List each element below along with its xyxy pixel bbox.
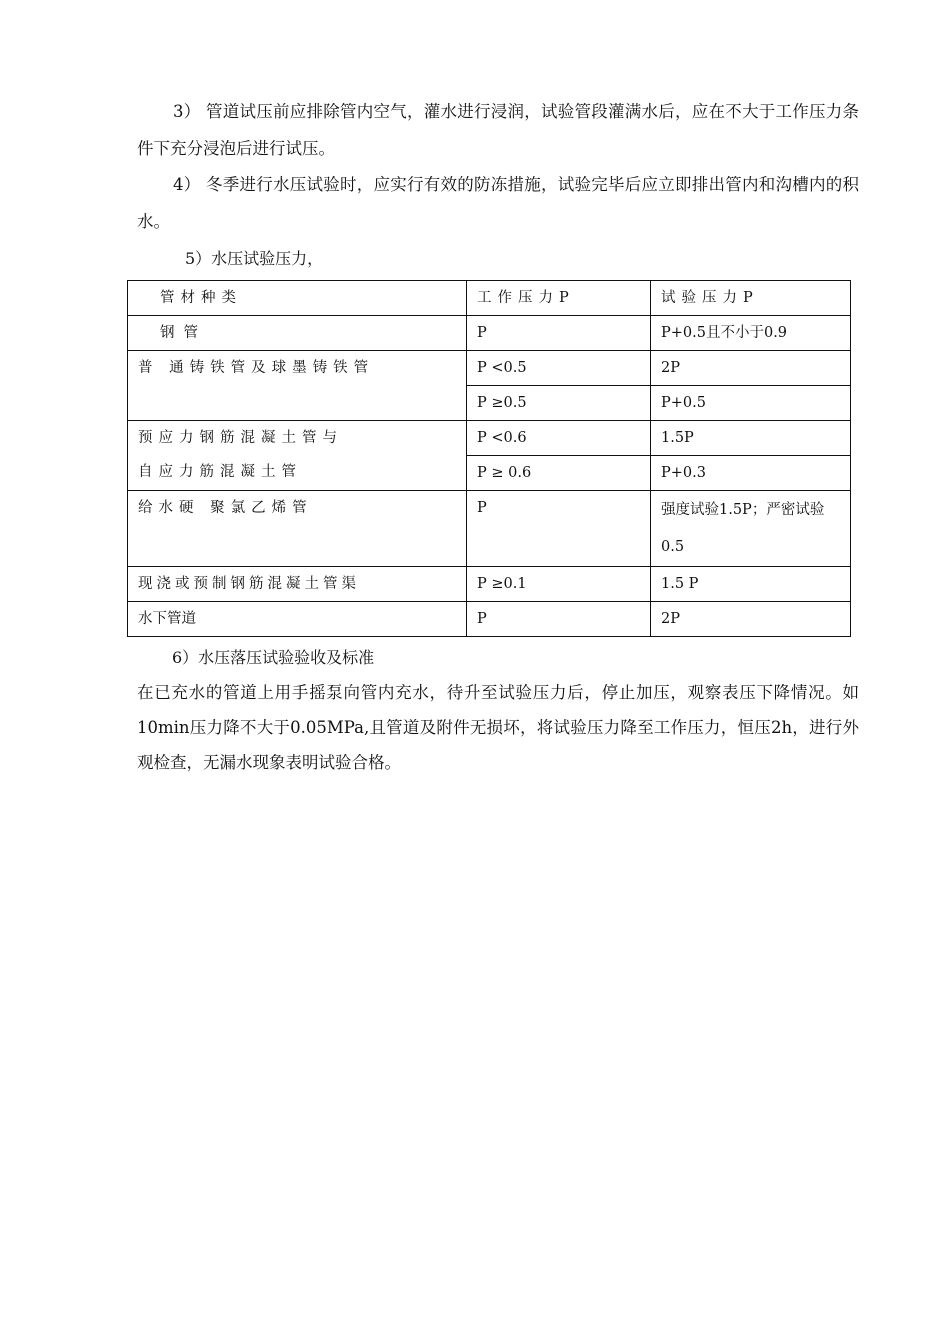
cell-test: 1.5P xyxy=(651,421,851,456)
cell-working: P ≥0.5 xyxy=(467,386,651,421)
header-test-label: 试验压力P xyxy=(661,290,759,306)
cell-working: P xyxy=(467,602,651,637)
cell-test: P+0.5且不小于0.9 xyxy=(651,316,851,351)
header-working xyxy=(467,281,651,316)
cell-working: P xyxy=(467,491,651,567)
steel-label: 钢管 xyxy=(160,325,207,341)
paragraph-3: 3） 管道试压前应排除管内空气，灌水进行浸润，试验管段灌满水后，应在不大于工作压力条件下充分浸泡后进行试压。 xyxy=(137,102,859,158)
cell-test: 2P xyxy=(651,351,851,386)
table-row xyxy=(128,316,851,351)
cell-working: P xyxy=(467,316,651,351)
table-row xyxy=(128,351,851,386)
header-material xyxy=(128,281,467,316)
cell-working: P ≥ 0.6 xyxy=(467,456,651,491)
paragraph-4: 4） 冬季进行水压试验时，应实行有效的防冻措施，试验完毕后应立即排出管内和沟槽内的积水。 xyxy=(137,175,859,231)
pvc-label: 给水硬 聚氯乙烯管 xyxy=(138,500,313,516)
paragraph-6-title: 6）水压落压试验验收及标准 xyxy=(172,648,375,667)
pressure-table xyxy=(127,280,851,637)
cell-working: P <0.6 xyxy=(467,421,651,456)
cell-test: P+0.3 xyxy=(651,456,851,491)
concrete-label-line2: 自应力筋混凝土管 xyxy=(138,464,302,480)
cell-test-pvc xyxy=(651,491,851,567)
table-row xyxy=(128,567,851,602)
table-header-row xyxy=(128,281,851,316)
cast-iron-label: 普 通铸铁管及球墨铸铁管 xyxy=(138,360,375,376)
pvc-test-line1: 强度试验1.5P；严密试验 xyxy=(661,502,825,518)
concrete-label-line1: 预应力钢筋混凝土管与 xyxy=(138,430,343,446)
header-test xyxy=(651,281,851,316)
cell-material-pvc xyxy=(128,491,467,567)
cell-working: P <0.5 xyxy=(467,351,651,386)
cast-in-place-label: 现浇或预制钢筋混凝土管渠 xyxy=(138,576,360,592)
header-working-label: 工作压力P xyxy=(477,290,575,306)
paragraph-6-body: 在已充水的管道上用手摇泵向管内充水，待升至试验压力后，停止加压，观察表压下降情况。如10min压力降不大于0.05MPa,且管道及附件无损坏，将试验压力降至工作压力，恒压2h，进行外观检查，无漏水现象表明试验合格。 xyxy=(137,683,859,772)
pvc-test-line2: 0.5 xyxy=(661,539,685,555)
table-row xyxy=(128,421,851,456)
header-material-label: 管材种类 xyxy=(160,290,242,306)
cell-working: P ≥0.1 xyxy=(467,567,651,602)
cell-material-underwater: 水下管道 xyxy=(128,602,467,637)
cell-material-steel xyxy=(128,316,467,351)
cell-material-cast-iron xyxy=(128,351,467,421)
cell-test: 1.5 P xyxy=(651,567,851,602)
paragraph-5: 5）水压试验压力， xyxy=(185,249,324,268)
cell-test: P+0.5 xyxy=(651,386,851,421)
cell-material-concrete xyxy=(128,421,467,491)
table-row xyxy=(128,491,851,567)
cell-material-cast-in-place xyxy=(128,567,467,602)
table-row xyxy=(128,602,851,637)
cell-test: 2P xyxy=(651,602,851,637)
